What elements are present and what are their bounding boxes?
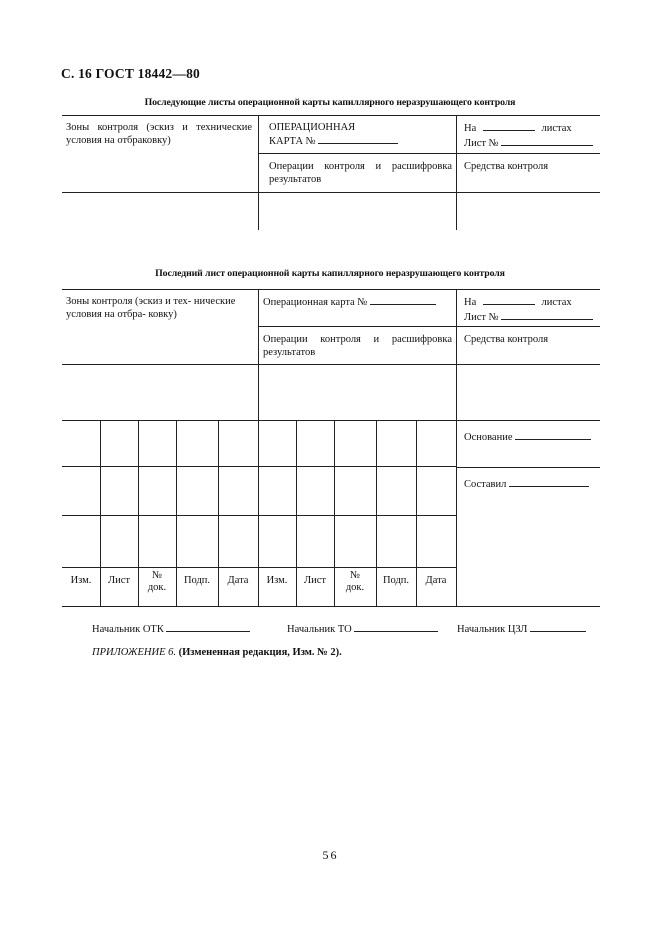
signature-otk-blank [166,622,250,632]
signature-czl-label: Начальник ЦЗЛ [457,624,528,635]
table2-card-label [263,295,436,309]
table1-title: Последующие листы операционной карты капиллярного неразрушающего контроля [144,97,516,108]
sig-col-sheet-2: Лист [304,575,326,586]
table2-row-border-3b [456,467,600,468]
appendix-note-bold: (Измененная редакция, Изм. № 2). [178,647,342,658]
table2-card-number-blank [370,295,436,305]
sig-col-change-2: Изм. [266,575,288,586]
table1-sheets-count [464,121,572,135]
table2-row-border-1 [62,364,600,365]
table1-sheets-count-blank [483,121,535,131]
sig-col-docno-1: № док. [147,570,167,593]
table1-row-border [62,192,600,193]
table2-col-divider-1 [258,289,259,606]
sig-col-change-1: Изм. [70,575,92,586]
sig-col-date-1: Дата [227,575,249,586]
table1-sheet-no-blank [501,136,593,146]
table2-row-border-2 [62,420,600,421]
table1-card-label-line2 [269,134,398,148]
table2-title: Последний лист операционной карты капиллярного неразрушающего контроля [155,268,505,279]
table2-col-divider-2 [456,289,457,606]
signature-otk [92,622,250,636]
table2-composed-label: Составил [464,479,507,490]
table1-sheets-on-label: На [464,123,477,134]
table2-row-border-3 [62,466,456,467]
table1-sheet-no [464,136,593,150]
table2-basis-label: Основание [464,432,513,443]
table2-operations-label: Операции контроля и расшифровка результатов [263,334,452,358]
table1-sheets-word: листах [541,123,572,134]
appendix-note [92,646,342,659]
table1-top-border [62,115,600,116]
sig-col-date-2: Дата [425,575,447,586]
table2-card-number-label: Операционная карта № [263,297,368,308]
table2-sheet-no [464,310,593,324]
sig-col-sheet-1: Лист [108,575,130,586]
table2-sheets-count [464,295,572,309]
table2-top-border [62,289,600,290]
sig-col-docno-2: № док. [345,570,365,593]
signature-to-blank [354,622,438,632]
table1-card-label-line1: ОПЕРАЦИОННАЯ [269,122,356,133]
table2-sig-col-2 [138,420,139,606]
table1-sheet-no-label: Лист № [464,138,499,149]
table1-col-divider-2 [456,115,457,230]
table2-zones-label: Зоны контроля (эскиз и тех- нические условия на отбра- ковку) [66,296,236,320]
table1-mid-border [258,153,600,154]
page-number: 56 [322,848,339,862]
table2-row-border-4 [62,515,456,516]
table2-sheet-no-label: Лист № [464,312,499,323]
table1-operations-label: Операции контроля и расшифровка результатов [269,161,452,185]
appendix-note-italic: ПРИЛОЖЕНИЕ 6. [92,647,176,658]
signature-otk-label: Начальник ОТК [92,624,164,635]
table1-tools-label: Средства контроля [464,161,549,172]
table2-basis-blank [515,430,591,440]
table2-sig-col-6 [334,420,335,606]
table2-sheet-no-blank [501,310,593,320]
signature-czl [457,622,586,636]
table2-bottom-border [62,606,600,607]
table2-composed [464,477,589,491]
signature-czl-blank [530,622,586,632]
sig-col-sign-2: Подп. [382,575,410,586]
table2-sheets-on-label: На [464,297,477,308]
signature-to [287,622,438,636]
signature-to-label: Начальник ТО [287,624,352,635]
table2-basis [464,430,591,444]
table2-tools-label: Средства контроля [464,334,549,345]
table1-card-number-label: КАРТА № [269,136,316,147]
page-header: С. 16 ГОСТ 18442—80 [61,66,200,81]
table1-zones-label: Зоны контроля (эскиз и технические условия на отбраковку) [66,122,252,146]
sig-col-sign-1: Подп. [183,575,211,586]
table2-row-border-5 [62,567,456,568]
table2-sheets-count-blank [483,295,535,305]
table1-col-divider-1 [258,115,259,230]
table2-sheets-word: листах [541,297,572,308]
table1-card-number-blank [318,134,398,144]
table2-mid-border [258,326,600,327]
table2-composed-blank [509,477,589,487]
